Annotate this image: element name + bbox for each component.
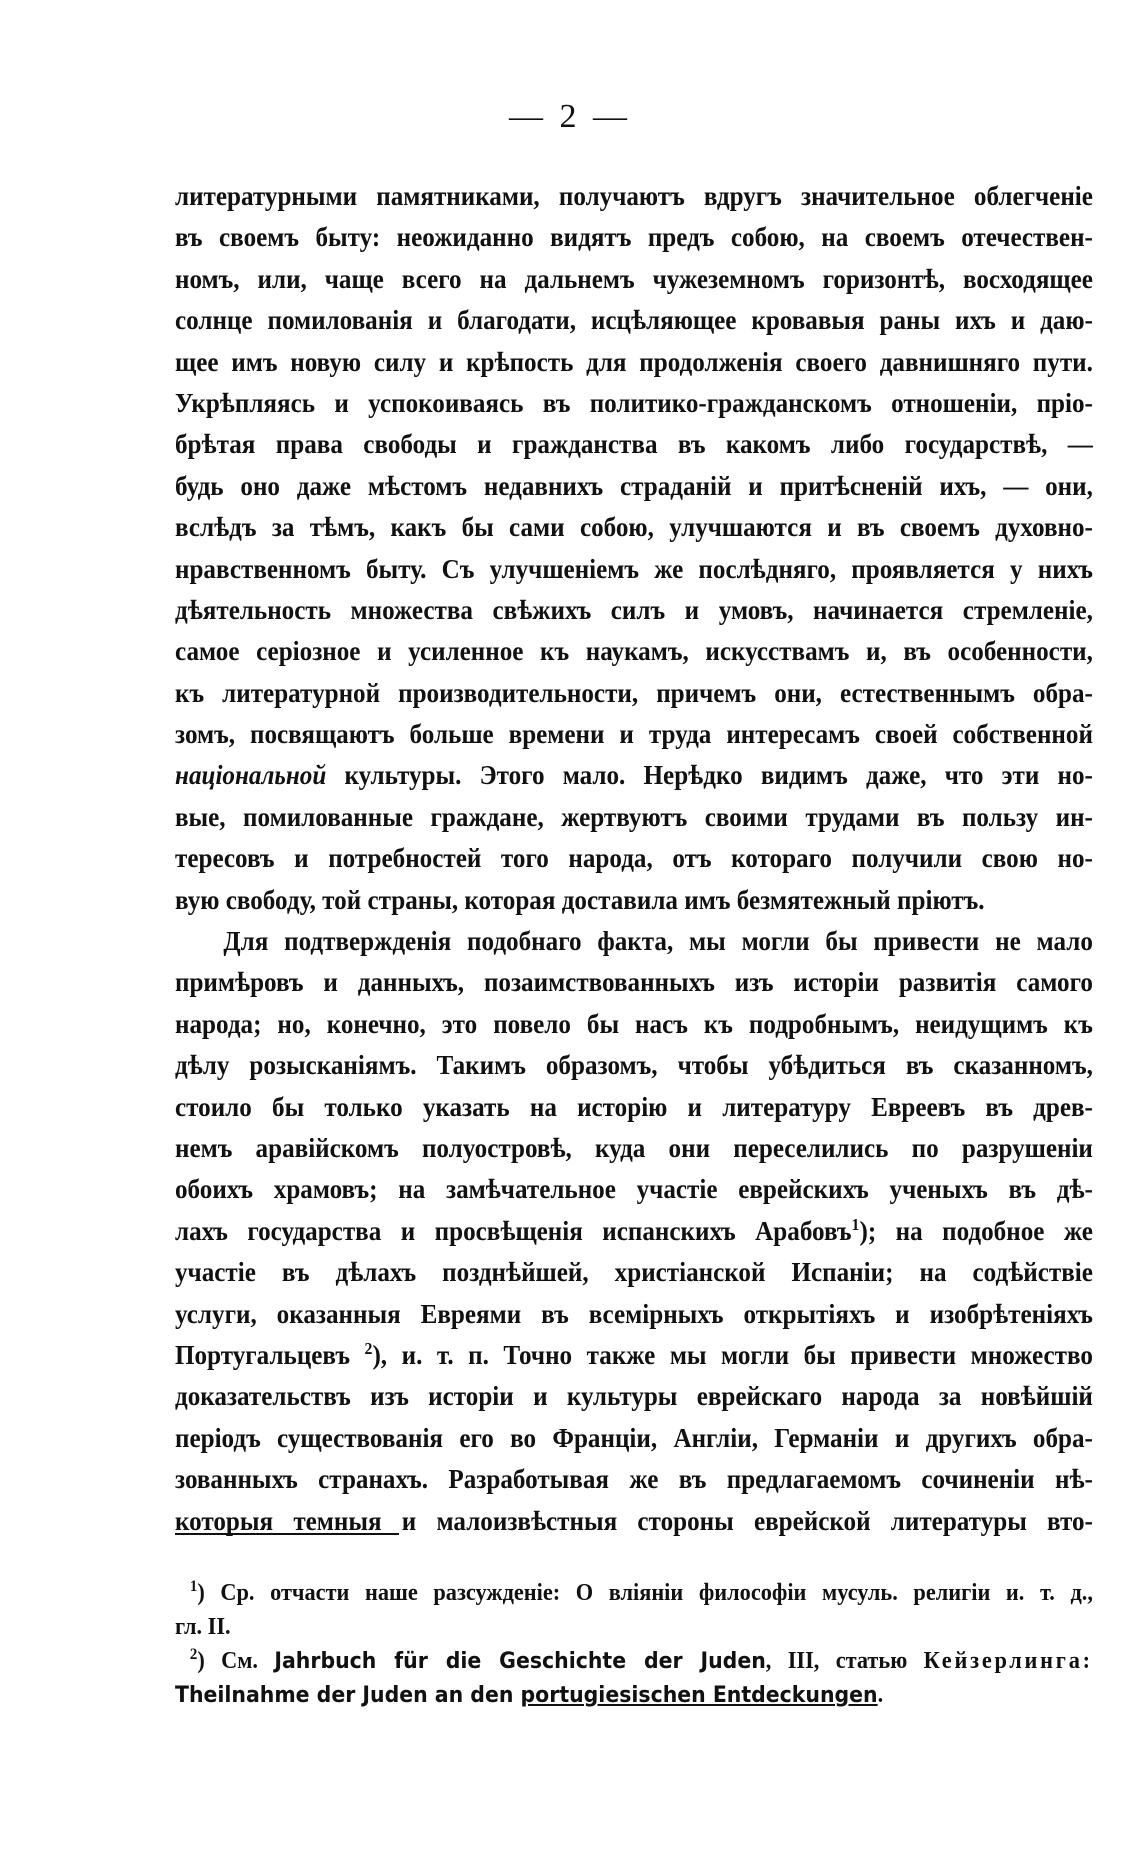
- text-line: которыя темныя и малоизвѣстныя стороны еврейской литературы вто-: [175, 1505, 1093, 1536]
- text-line: брѣтая права свободы и гражданства въ какомъ либо государствѣ, —: [175, 429, 1093, 460]
- text-span: ) Ср. отчасти наше разсужденіе: О вліяніи философіи мусуль. религіи и. т. д.,: [197, 1580, 1093, 1606]
- text-line: тересовъ и потребностей того народа, отъ котораго получили свою но-: [175, 843, 1093, 874]
- text-line: [175, 755, 1093, 796]
- text-line: обоихъ храмовъ; на замѣчательное участіе еврейскихъ ученыхъ въ дѣ-: [175, 1174, 1093, 1205]
- text-line: въ своемъ быту: неожиданно видятъ предъ собою, на своемъ отечествен-: [175, 222, 1093, 253]
- text-line: Для подтвержденія подобнаго факта, мы могли бы привести не мало: [223, 926, 1093, 957]
- text-line: [175, 1211, 1093, 1252]
- footnote-ref-1: 1: [851, 1214, 860, 1234]
- text-line: вслѣдъ за тѣмъ, какъ бы сами собою, улучшаются и въ своемъ духовно-: [175, 512, 1093, 543]
- page-number: — 2 —: [509, 98, 631, 135]
- text-line: зомъ, посвящаютъ больше времени и труда интересамъ своей собственной: [175, 719, 1093, 750]
- text-line: зованныхъ странахъ. Разработывая же въ предлагаемомъ сочиненіи нѣ-: [175, 1464, 1093, 1495]
- footnotes: [175, 1576, 1093, 1712]
- emphasized-word: національной: [175, 760, 327, 791]
- footnote-mark: 2: [189, 1646, 198, 1663]
- text-span: .: [877, 1682, 884, 1708]
- main-text: [175, 176, 1093, 1542]
- text-line: стоило бы только указать на исторію и литературу Евреевъ въ древ-: [175, 1091, 1093, 1122]
- text-span: культуры. Этого мало. Нерѣдко видимъ даже, что эти но-: [326, 760, 1093, 791]
- text-line: нравственномъ быту. Съ улучшеніемъ же послѣдняго, проявляется у нихъ: [175, 553, 1093, 584]
- text-line: примѣровъ и данныхъ, позаимствованныхъ изъ исторіи развитія самого: [175, 967, 1093, 998]
- text-line: литературными памятниками, получаютъ вдругъ значительное облегченіе: [175, 181, 1093, 211]
- text-line: будь оно даже мѣстомъ недавнихъ страданій и притѣсненій ихъ, — они,: [175, 470, 1093, 501]
- text-line: къ литературной производительности, причемъ они, естественнымъ обра-: [175, 677, 1093, 708]
- footnote-2-line: [175, 1644, 1093, 1678]
- text-line: номъ, или, чаще всего на дальнемъ чужеземномъ горизонтѣ, восходящее: [175, 263, 1093, 294]
- text-line: щее имъ новую силу и крѣпость для продолженія своего давнишняго пути.: [175, 346, 1093, 377]
- spaced-name: Кейзерлинга:: [923, 1648, 1093, 1674]
- text-line: дѣятельность множества свѣжихъ силъ и умовъ, начинается стремленіе,: [175, 594, 1093, 625]
- text-line: періодъ существованія его во Франціи, Англіи, Германіи и другихъ обра-: [175, 1422, 1093, 1453]
- text-line: доказательствъ изъ исторіи и культуры еврейскаго народа за новѣйшій: [175, 1381, 1093, 1412]
- text-line: участіе въ дѣлахъ позднѣйшей, христіанской Испаніи; на содѣйствіе: [175, 1257, 1093, 1288]
- text-line: народа; но, конечно, это повело бы насъ къ подробнымъ, неидущимъ къ: [175, 1008, 1093, 1039]
- text-span: Португальцевъ: [175, 1339, 365, 1370]
- footnote-mark: 1: [189, 1578, 198, 1595]
- text-line: дѣлу розысканіямъ. Такимъ образомъ, чтобы убѣдиться въ сказанномъ,: [175, 1050, 1093, 1081]
- gothic-title: Jahrbuch für die Geschichte der Juden: [274, 1649, 766, 1674]
- text-line: Укрѣпляясь и успокоиваясь въ политико-гражданскомъ отношеніи, пріо-: [175, 387, 1093, 418]
- text-line: вые, помилованные граждане, жертвуютъ своими трудами въ пользу ин-: [175, 801, 1093, 832]
- text-span: ) См.: [197, 1648, 275, 1674]
- text-span: , III, статью: [765, 1648, 924, 1674]
- footnote-ref-2: 2: [364, 1338, 373, 1358]
- footnote-1-line: [175, 1576, 1093, 1610]
- gothic-title: portugiesischen Entdeckungen: [520, 1683, 878, 1708]
- text-line: вую свободу, той страны, которая доставила имъ безмятежный пріютъ.: [175, 884, 985, 915]
- text-line: немъ аравійскомъ полуостровѣ, куда они переселились по разрушеніи: [175, 1132, 1093, 1163]
- gothic-title: Theilnahme der Juden an den: [175, 1683, 521, 1708]
- text-line: самое серіозное и усиленное къ наукамъ, искусствамъ и, въ особенности,: [175, 636, 1093, 667]
- text-span: ); на подобное же: [859, 1215, 1093, 1246]
- text-line: [175, 1335, 1093, 1376]
- text-line: солнце помилованія и благодати, исцѣляющее кровавыя раны ихъ и даю-: [175, 305, 1093, 336]
- text-span: лахъ государства и просвѣщенія испанскихъ Арабовъ: [175, 1215, 852, 1246]
- footnote-1-line: гл. II.: [175, 1614, 231, 1640]
- footnote-divider: [175, 1533, 399, 1535]
- text-line: услуги, оказанныя Евреями въ всемірныхъ открытіяхъ и изобрѣтеніяхъ: [175, 1298, 1093, 1329]
- footnote-2-line: [175, 1678, 1093, 1712]
- text-span: ), и. т. п. Точно также мы могли бы привести множество: [372, 1339, 1093, 1370]
